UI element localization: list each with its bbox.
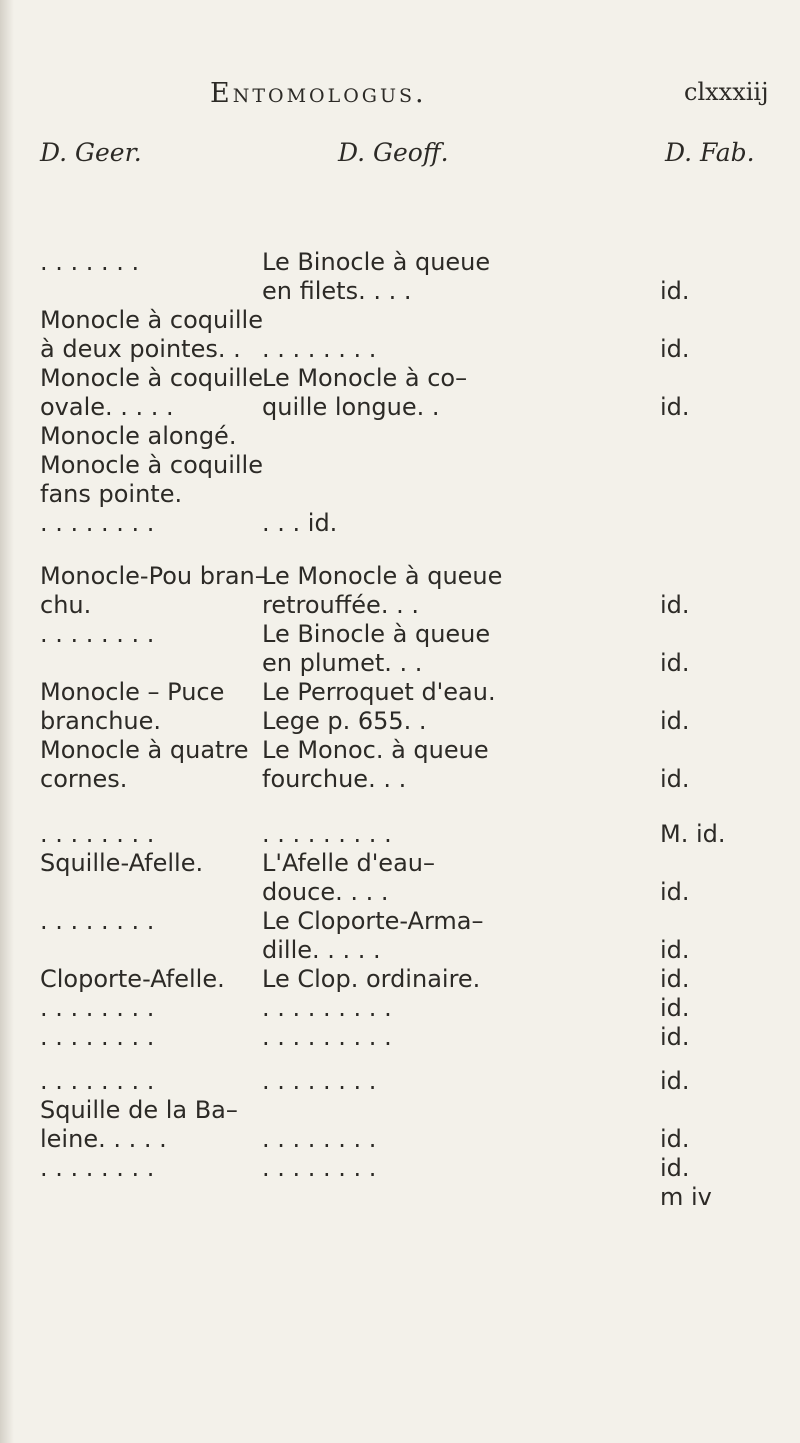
table-row bbox=[0, 480, 800, 509]
column-geoffroy-cell: Le Clop. ordinaire. bbox=[262, 965, 481, 993]
table-row bbox=[0, 1183, 800, 1212]
column-geer-cell: Squille-Afelle. bbox=[40, 849, 204, 877]
table-row bbox=[0, 248, 800, 277]
table-row bbox=[0, 591, 800, 620]
column-geoffroy-cell: Le Monocle à queue bbox=[262, 562, 503, 590]
column-fabricius-cell: m iv bbox=[660, 1183, 712, 1211]
running-title: Entomologus. bbox=[210, 78, 427, 109]
column-fabricius-cell: id. bbox=[660, 965, 690, 993]
column-geer-cell: cornes. bbox=[40, 765, 128, 793]
table-row bbox=[0, 393, 800, 422]
table-row bbox=[0, 1125, 800, 1154]
table-row bbox=[0, 994, 800, 1023]
column-geoffroy-cell: Lege p. 655. . bbox=[262, 707, 427, 735]
column-geer-cell: Monocle à coquille bbox=[40, 306, 263, 334]
column-fabricius-cell: id. bbox=[660, 707, 690, 735]
table-row bbox=[0, 678, 800, 707]
column-heading-geoffroy: D. Geoff. bbox=[338, 138, 449, 167]
table-row bbox=[0, 649, 800, 678]
column-geoffroy-cell: . . . . . . . . . bbox=[262, 994, 392, 1022]
table-row bbox=[0, 707, 800, 736]
page-number: clxxxiij bbox=[684, 78, 769, 106]
table-row bbox=[0, 1096, 800, 1125]
column-geoffroy-cell: en plumet. . . bbox=[262, 649, 423, 677]
column-geer-cell: . . . . . . . . bbox=[40, 509, 155, 537]
column-geoffroy-cell: Le Monoc. à queue bbox=[262, 736, 489, 764]
column-geoffroy-cell: L'Afelle d'eau– bbox=[262, 849, 435, 877]
column-geer-cell: Monocle à coquille bbox=[40, 364, 263, 392]
table-row bbox=[0, 422, 800, 451]
column-geer-cell: . . . . . . . bbox=[40, 248, 140, 276]
column-geer-cell: . . . . . . . . bbox=[40, 820, 155, 848]
column-heading-geer: D. Geer. bbox=[40, 138, 142, 167]
column-geer-cell: . . . . . . . . bbox=[40, 1023, 155, 1051]
column-fabricius-cell: id. bbox=[660, 649, 690, 677]
column-geoffroy-cell: . . . . . . . . . bbox=[262, 1023, 392, 1051]
column-geoffroy-cell: quille longue. . bbox=[262, 393, 440, 421]
column-geer-cell: . . . . . . . . bbox=[40, 1154, 155, 1182]
column-geer-cell: Monocle alongé. bbox=[40, 422, 237, 450]
table-row bbox=[0, 765, 800, 794]
table-section bbox=[0, 1067, 800, 1212]
column-fabricius-cell: id. bbox=[660, 1154, 690, 1182]
column-geoffroy-cell: Le Perroquet d'eau. bbox=[262, 678, 496, 706]
column-fabricius-cell: id. bbox=[660, 1067, 690, 1095]
column-geer-cell: Monocle-Pou bran– bbox=[40, 562, 267, 590]
column-geoffroy-cell: . . . . . . . . . bbox=[262, 820, 392, 848]
table-section bbox=[0, 562, 800, 794]
column-geer-cell: . . . . . . . . bbox=[40, 1067, 155, 1095]
column-geoffroy-cell: en filets. . . . bbox=[262, 277, 412, 305]
column-geoffroy-cell: . . . . . . . . bbox=[262, 335, 377, 363]
column-geoffroy-cell: Le Monocle à co– bbox=[262, 364, 468, 392]
table-row bbox=[0, 509, 800, 538]
column-geoffroy-cell: douce. . . . bbox=[262, 878, 389, 906]
column-geoffroy-cell: . . . . . . . . bbox=[262, 1067, 377, 1095]
column-geer-cell: Cloporte-Afelle. bbox=[40, 965, 225, 993]
column-fabricius-cell: id. bbox=[660, 393, 690, 421]
table-row bbox=[0, 306, 800, 335]
table-row bbox=[0, 335, 800, 364]
column-geer-cell: Monocle à coquille bbox=[40, 451, 263, 479]
column-fabricius-cell: id. bbox=[660, 277, 690, 305]
column-fabricius-cell: id. bbox=[660, 936, 690, 964]
column-geer-cell: ovale. . . . . bbox=[40, 393, 174, 421]
table-row bbox=[0, 820, 800, 849]
column-fabricius-cell: id. bbox=[660, 878, 690, 906]
table-section bbox=[0, 820, 800, 1052]
column-fabricius-cell: id. bbox=[660, 591, 690, 619]
column-geer-cell: Monocle – Puce bbox=[40, 678, 225, 706]
column-fabricius-cell: id. bbox=[660, 335, 690, 363]
table-row bbox=[0, 277, 800, 306]
table-row bbox=[0, 736, 800, 765]
column-geer-cell: . . . . . . . . bbox=[40, 907, 155, 935]
table-row bbox=[0, 1067, 800, 1096]
column-geer-cell: . . . . . . . . bbox=[40, 994, 155, 1022]
column-geer-cell: à deux pointes. . bbox=[40, 335, 241, 363]
column-fabricius-cell: id. bbox=[660, 994, 690, 1022]
column-geer-cell: branchue. bbox=[40, 707, 162, 735]
column-geoffroy-cell: . . . . . . . . bbox=[262, 1125, 377, 1153]
column-geoffroy-cell: . . . id. bbox=[262, 509, 338, 537]
column-geer-cell: . . . . . . . . bbox=[40, 620, 155, 648]
column-geer-cell: chu. bbox=[40, 591, 92, 619]
column-geer-cell: Monocle à quatre bbox=[40, 736, 249, 764]
table-row bbox=[0, 907, 800, 936]
table-row bbox=[0, 936, 800, 965]
table-row bbox=[0, 1023, 800, 1052]
column-geoffroy-cell: fourchue. . . bbox=[262, 765, 407, 793]
table-row bbox=[0, 965, 800, 994]
column-fabricius-cell: id. bbox=[660, 1023, 690, 1051]
column-fabricius-cell: M. id. bbox=[660, 820, 726, 848]
table-row bbox=[0, 849, 800, 878]
table-row bbox=[0, 1154, 800, 1183]
column-heading-fabricius: D. Fab. bbox=[665, 138, 755, 167]
column-geoffroy-cell: Le Binocle à queue bbox=[262, 248, 491, 276]
column-geoffroy-cell: Le Binocle à queue bbox=[262, 620, 491, 648]
table-row bbox=[0, 562, 800, 591]
column-geer-cell: fans pointe. bbox=[40, 480, 183, 508]
column-geoffroy-cell: Le Cloporte-Arma– bbox=[262, 907, 484, 935]
column-geoffroy-cell: dille. . . . . bbox=[262, 936, 381, 964]
column-geoffroy-cell: . . . . . . . . bbox=[262, 1154, 377, 1182]
table-row bbox=[0, 620, 800, 649]
column-geoffroy-cell: retrouffée. . . bbox=[262, 591, 419, 619]
table-row bbox=[0, 878, 800, 907]
column-geer-cell: Squille de la Ba– bbox=[40, 1096, 238, 1124]
column-geer-cell: leine. . . . . bbox=[40, 1125, 167, 1153]
column-fabricius-cell: id. bbox=[660, 1125, 690, 1153]
column-fabricius-cell: id. bbox=[660, 765, 690, 793]
table-row bbox=[0, 451, 800, 480]
table-row bbox=[0, 364, 800, 393]
table-section bbox=[0, 248, 800, 538]
